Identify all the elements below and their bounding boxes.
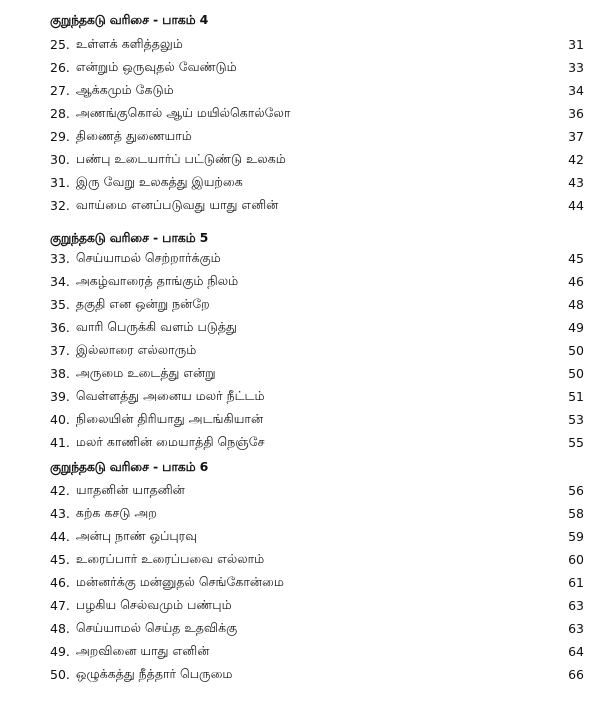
toc-entry — [50, 663, 584, 685]
entry-title: வெள்ளத்து அனைய மலர் நீட்டம் — [75, 387, 265, 403]
entry-title: செய்யாமல் செய்த உதவிக்கு — [75, 619, 238, 635]
entry-page: 63 — [568, 597, 584, 613]
entry-page: 43 — [568, 174, 584, 190]
entry-page: 42 — [568, 151, 584, 167]
entry-number: 50. — [50, 666, 70, 682]
entry-page: 33 — [568, 59, 584, 75]
entry-title: யாதனின் யாதனின் — [75, 481, 185, 497]
toc-entry — [50, 525, 584, 547]
entry-number: 38. — [50, 365, 70, 381]
section-heading: குறுந்தகடு வரிசை - பாகம் 4 — [50, 12, 209, 27]
entry-number: 48. — [50, 620, 70, 636]
toc-entry — [50, 339, 584, 361]
entry-title: தகுதி என ஒன்று நன்றே — [75, 295, 210, 311]
entry-page: 37 — [568, 128, 584, 144]
toc-entry — [50, 571, 584, 593]
entry-number: 26. — [50, 59, 70, 75]
entry-page: 45 — [568, 250, 584, 266]
entry-title: ஆக்கமும் கேடும் — [75, 81, 174, 97]
toc-entry — [50, 408, 584, 430]
entry-title: அகழ்வாரைத் தாங்கும் நிலம் — [75, 272, 239, 288]
entry-page: 55 — [568, 434, 584, 450]
entry-page: 31 — [568, 36, 584, 52]
entry-number: 28. — [50, 105, 70, 121]
entry-page: 56 — [568, 482, 584, 498]
entry-page: 50 — [568, 365, 584, 381]
entry-title: ஒழுக்கத்து நீத்தார் பெருமை — [75, 665, 233, 681]
entry-page: 53 — [568, 411, 584, 427]
toc-entry — [50, 102, 584, 124]
entry-title: இரு வேறு உலகத்து இயற்கை — [75, 173, 243, 189]
entry-page: 58 — [568, 505, 584, 521]
toc-entry — [50, 125, 584, 147]
entry-page: 44 — [568, 197, 584, 213]
entry-number: 32. — [50, 197, 70, 213]
toc-entry — [50, 385, 584, 407]
toc-entry — [50, 617, 584, 639]
section-heading: குறுந்தகடு வரிசை - பாகம் 6 — [50, 459, 209, 474]
toc-entry — [50, 594, 584, 616]
entry-number: 40. — [50, 411, 70, 427]
entry-number: 30. — [50, 151, 70, 167]
entry-page: 64 — [568, 643, 584, 659]
entry-page: 48 — [568, 296, 584, 312]
entry-page: 50 — [568, 342, 584, 358]
entry-number: 27. — [50, 82, 70, 98]
section-heading: குறுந்தகடு வரிசை - பாகம் 5 — [50, 230, 209, 245]
entry-page: 59 — [568, 528, 584, 544]
entry-title: அறவினை யாது எனின் — [75, 642, 210, 658]
toc-entry — [50, 293, 584, 315]
entry-page: 63 — [568, 620, 584, 636]
toc-entry — [50, 548, 584, 570]
toc-entry — [50, 56, 584, 78]
entry-title: பண்பு உடையார்ப் பட்டுண்டு உலகம் — [75, 150, 286, 166]
entry-page: 51 — [568, 388, 584, 404]
entry-number: 42. — [50, 482, 70, 498]
entry-number: 47. — [50, 597, 70, 613]
entry-title: உள்ளக் களித்தலும் — [75, 35, 183, 51]
entry-number: 41. — [50, 434, 70, 450]
toc-entry — [50, 431, 584, 453]
entry-page: 34 — [568, 82, 584, 98]
entry-title: திணைத் துணையாம் — [75, 127, 192, 143]
entry-number: 43. — [50, 505, 70, 521]
entry-title: இல்லாரை எல்லாரும் — [75, 341, 197, 357]
entry-number: 34. — [50, 273, 70, 289]
entry-number: 44. — [50, 528, 70, 544]
entry-title: உரைப்பார் உரைப்பவை எல்லாம் — [75, 550, 265, 566]
entry-title: அருமை உடைத்து என்று — [75, 364, 216, 380]
entry-number: 33. — [50, 250, 70, 266]
entry-page: 66 — [568, 666, 584, 682]
entry-page: 36 — [568, 105, 584, 121]
entry-number: 36. — [50, 319, 70, 335]
entry-number: 49. — [50, 643, 70, 659]
entry-page: 49 — [568, 319, 584, 335]
entry-title: வாய்மை எனப்படுவது யாது எனின் — [75, 196, 279, 212]
toc-entry — [50, 247, 584, 269]
entry-title: அணங்குகொல் ஆய் மயில்கொல்லோ — [75, 104, 291, 120]
toc-entry — [50, 79, 584, 101]
entry-page: 60 — [568, 551, 584, 567]
entry-number: 29. — [50, 128, 70, 144]
toc-entry — [50, 479, 584, 501]
entry-title: வாரி பெருக்கி வளம் படுத்து — [75, 318, 237, 334]
entry-number: 45. — [50, 551, 70, 567]
entry-page: 61 — [568, 574, 584, 590]
entry-number: 35. — [50, 296, 70, 312]
entry-title: மலர் காணின் மையாத்தி நெஞ்சே — [75, 433, 265, 449]
entry-number: 31. — [50, 174, 70, 190]
entry-title: பழகிய செல்வமும் பண்பும் — [75, 596, 232, 612]
entry-page: 46 — [568, 273, 584, 289]
entry-number: 39. — [50, 388, 70, 404]
entry-title: நிலையின் திரியாது அடங்கியான் — [75, 410, 264, 426]
toc-entry — [50, 362, 584, 384]
toc-entry — [50, 171, 584, 193]
entry-title: கற்க கசடு அற — [75, 504, 157, 520]
entry-title: மன்னர்க்கு மன்னுதல் செங்கோன்மை — [75, 573, 284, 589]
entry-title: என்றும் ஒருவுதல் வேண்டும் — [75, 58, 237, 74]
toc-entry — [50, 270, 584, 292]
entry-title: செய்யாமல் செற்றார்க்கும் — [75, 249, 221, 265]
entry-number: 37. — [50, 342, 70, 358]
toc-entry — [50, 502, 584, 524]
entry-number: 25. — [50, 36, 70, 52]
toc-entry — [50, 33, 584, 55]
toc-entry — [50, 316, 584, 338]
toc-entry — [50, 640, 584, 662]
toc-entry — [50, 194, 584, 216]
entry-title: அன்பு நாண் ஒப்புரவு — [75, 527, 198, 543]
toc-entry — [50, 148, 584, 170]
entry-number: 46. — [50, 574, 70, 590]
